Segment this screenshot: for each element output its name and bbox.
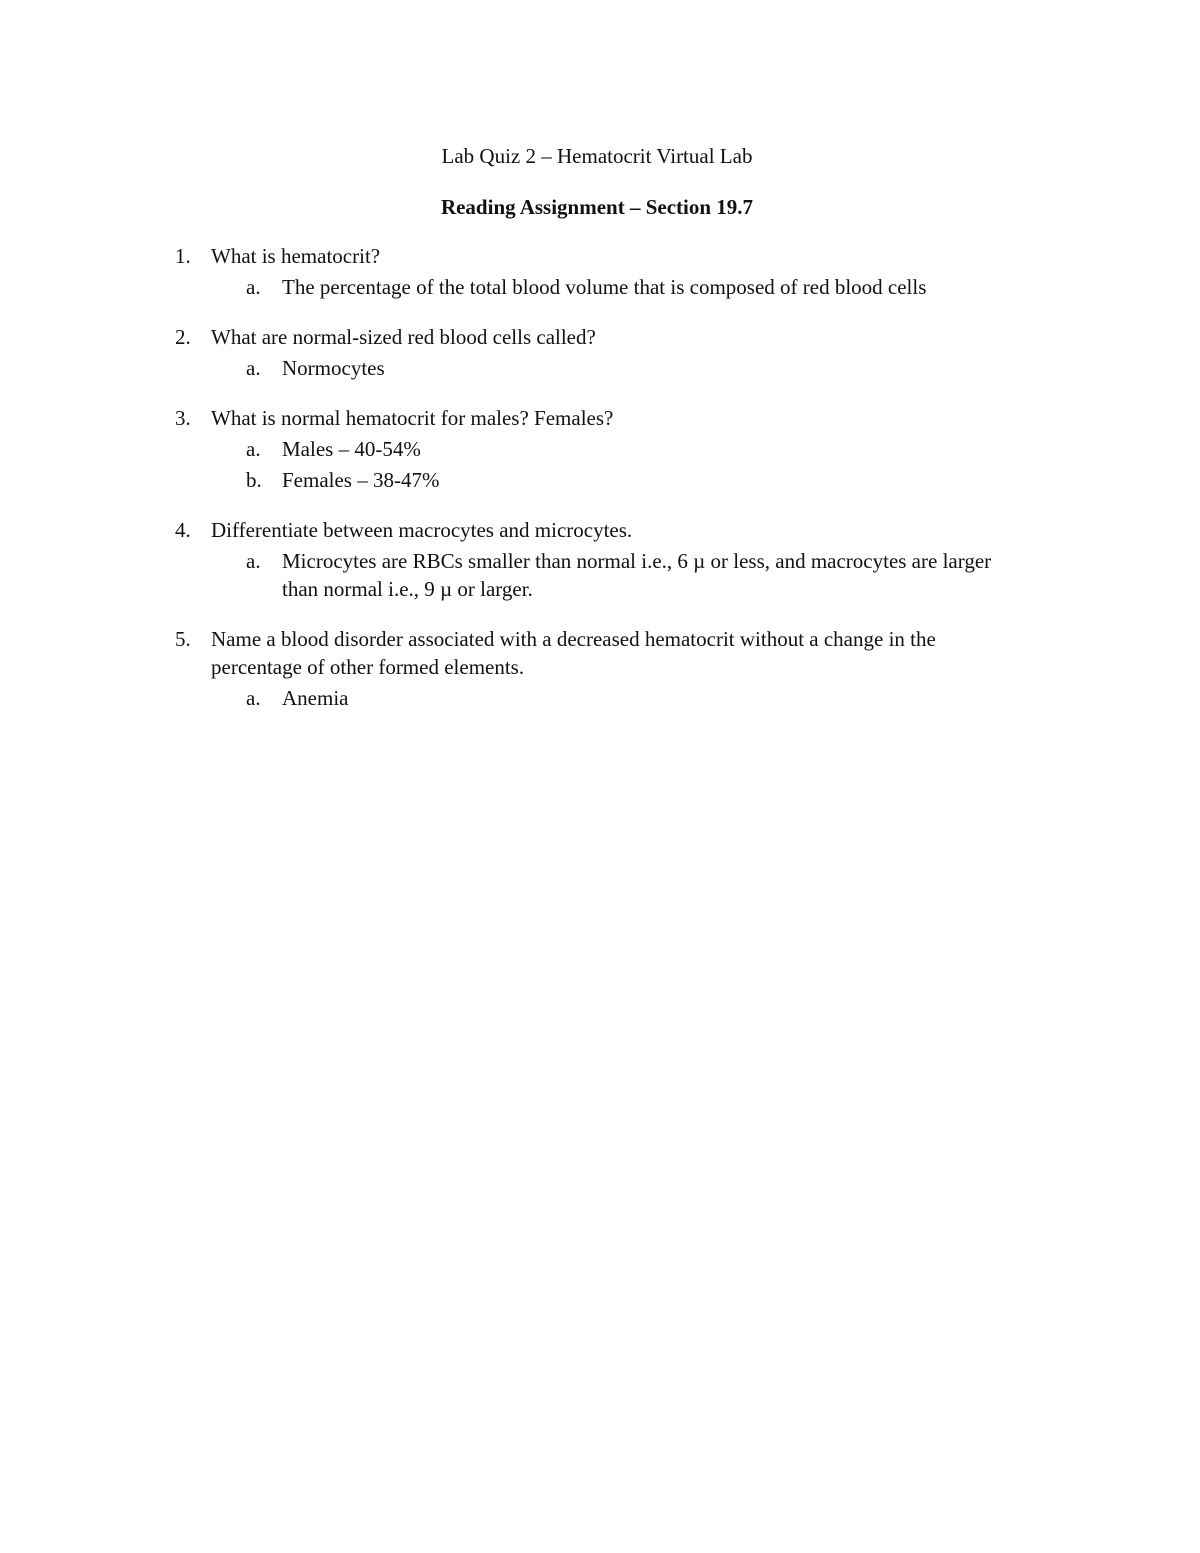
answer-item [0,466,1022,494]
answer-item [0,684,1022,712]
question-text: Name a blood disorder associated with a decreased hematocrit without a change in the percentage of other formed elements. [211,627,936,679]
question-row [0,404,1031,432]
question-row [0,323,1031,351]
answer-letter: a. [246,356,261,380]
question-text: Differentiate between macrocytes and microcytes. [211,518,633,542]
answer-item [0,354,1022,382]
answer-letter: a. [246,275,261,299]
question-item [0,242,1200,301]
question-item [0,323,1200,382]
question-row [0,516,1031,544]
question-text: What is normal hematocrit for males? Females? [211,406,614,430]
question-item [0,516,1200,603]
answer-text: Anemia [282,686,349,710]
answer-letter: a. [246,437,261,461]
answer-letter: a. [246,549,261,573]
answer-letter: b. [246,468,262,492]
answer-list [0,547,1200,603]
question-text: What are normal-sized red blood cells called? [211,325,596,349]
answer-text: Males – 40-54% [282,437,421,461]
answer-text: The percentage of the total blood volume that is composed of red blood cells [282,275,927,299]
document-subtitle: Reading Assignment – Section 19.7 [440,195,754,219]
answer-list [0,435,1200,494]
question-item [0,404,1200,494]
question-number: 3. [175,406,191,430]
document-title: Lab Quiz 2 – Hematocrit Virtual Lab [441,144,753,168]
answer-item [0,547,1022,603]
answer-text: Normocytes [282,356,385,380]
question-row [0,625,1031,681]
answer-item [0,273,1022,301]
answer-item [0,435,1022,463]
question-number: 5. [175,627,191,651]
answer-letter: a. [246,686,261,710]
answer-list [0,354,1200,382]
question-item [0,625,1200,712]
question-number: 2. [175,325,191,349]
question-list [0,242,1200,734]
answer-list [0,273,1200,301]
question-row [0,242,1031,270]
question-text: What is hematocrit? [211,244,381,268]
answer-text: Microcytes are RBCs smaller than normal i.e., 6 µ or less, and macrocytes are larger than normal i.e., 9 µ or larger. [282,549,992,601]
question-number: 1. [175,244,191,268]
answer-list [0,684,1200,712]
answer-text: Females – 38-47% [282,468,440,492]
question-number: 4. [175,518,191,542]
